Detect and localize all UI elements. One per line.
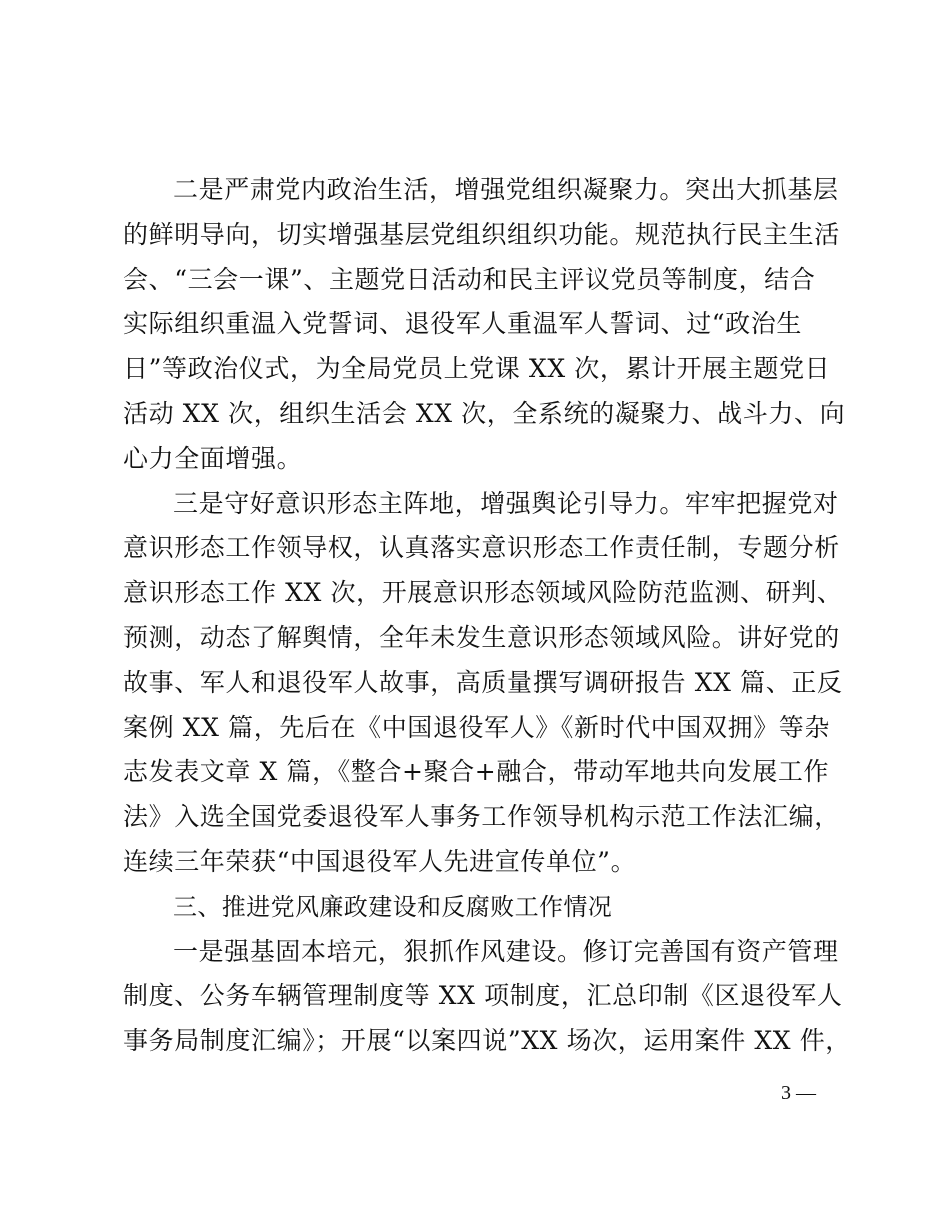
paragraph-line: 日”等政治仪式，为全局党员上党课 XX 次，累计开展主题党日: [123, 354, 831, 384]
section-heading: 三、推进党风廉政建设和反腐败工作情况: [173, 892, 613, 921]
document-body: [123, 168, 851, 1064]
paragraph-line: 心力全面增强。: [123, 443, 303, 473]
paragraph-line: 法》入选全国党委退役军人事务工作领导机构示范工作法汇编，: [123, 802, 840, 832]
paragraph-line: 意识形态工作领导权，认真落实意识形态工作责任制，专题分析: [123, 533, 840, 563]
paragraph-line: 三是守好意识形态主阵地，增强舆论引导力。牢牢把握党对: [173, 488, 839, 518]
paragraph-line: 故事、军人和退役军人故事，高质量撰写调研报告 XX 篇、正反: [123, 667, 843, 697]
paragraph-line: 二是严肃党内政治生活，增强党组织凝聚力。突出大抓基层: [173, 175, 839, 204]
paragraph-line: 意识形态工作 XX 次，开展意识形态领域风险防范监测、研判、: [123, 578, 843, 608]
paragraph-line: 活动 XX 次，组织生活会 XX 次，全系统的凝聚力、战斗力、向: [123, 398, 846, 428]
paragraph-line: 连续三年荣获“中国退役军人先进宣传单位”。: [123, 846, 637, 876]
paragraph-line: 预测，动态了解舆情，全年未发生意识形态领域风险。讲好党的: [123, 622, 840, 652]
paragraph-line: 一是强基固本培元，狠抓作风建设。修订完善国有资产管理: [173, 936, 839, 966]
page-number: 3 —: [781, 1082, 816, 1104]
paragraph-line: 志发表文章 X 篇，《整合+聚合+融合，带动军地共向发展工作: [123, 757, 830, 787]
paragraph-line: 案例 XX 篇，先后在《中国退役军人》《新时代中国双拥》等杂: [123, 712, 830, 742]
paragraph-line: 事务局制度汇编》；开展“以案四说”XX 场次，运用案件 XX 件，: [123, 1026, 851, 1056]
paragraph-line: 制度、公务车辆管理制度等 XX 项制度，汇总印制《区退役军人: [123, 981, 843, 1011]
paragraph-line: 会、“三会一课”、主题党日活动和民主评议党员等制度，结合: [123, 264, 816, 294]
paragraph-line: 实际组织重温入党誓词、退役军人重温军人誓词、过“政治生: [123, 309, 802, 339]
paragraph-line: 的鲜明导向，切实增强基层党组织组织功能。规范执行民主生活: [123, 219, 840, 249]
